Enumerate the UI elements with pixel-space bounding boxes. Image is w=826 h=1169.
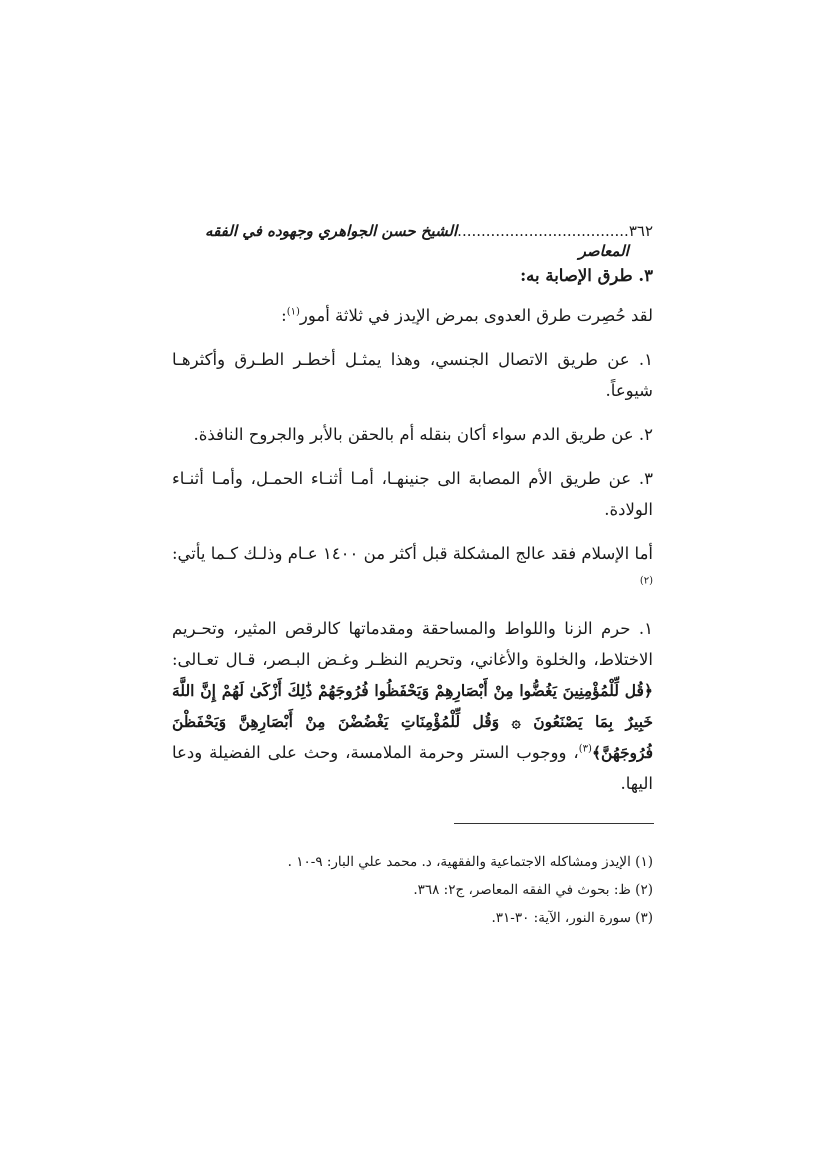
footnote-ref-2: (٢) <box>639 575 653 587</box>
islam-paragraph <box>172 538 653 600</box>
point-one-end: ، ووجوب الستر وحرمة الملامسة، وحث على الفضيلة ودعا اليها. <box>172 743 653 793</box>
point-one-start: ١. حرم الزنا واللواط والمساحقة ومقدماتها كالرقص المثير، وتحـريم الاختلاط، والخلوة والأغاني، وتحريم النظـر وغـض البـصر، قـال تعـالى: <box>172 619 653 669</box>
intro-colon: : <box>281 306 287 325</box>
list-item: ٢. عن طريق الدم سواء أكان بنقله أم بالحقن بالأبر والجروح النافذة. <box>193 425 653 444</box>
header-dots: .................................... <box>457 222 629 240</box>
intro-text: لقد حُصِرت طرق العدوى بمرض الإيدز في ثلاثة أمور <box>299 306 653 325</box>
section-heading: ٣. طرق الإصابة به: <box>520 266 653 285</box>
footnote-divider <box>454 823 654 824</box>
islam-text: أما الإسلام فقد عالج المشكلة قبل أكثر من ١٤٠٠ عـام وذلـك كـما يأتي: <box>172 544 653 563</box>
footnote-item: (٣) سورة النور، الآية: ٣٠-٣١. <box>491 910 653 926</box>
running-title: الشيخ حسن الجواهري وجهوده في الفقه المعاصر <box>205 222 629 260</box>
footnote-ref-3: (٣) <box>578 743 592 755</box>
intro-paragraph <box>172 300 653 331</box>
page-number: ٣٦٢ <box>628 222 653 240</box>
running-header-text <box>172 221 629 261</box>
running-header <box>172 221 653 261</box>
quran-verse: ﴿قُل لِّلْمُؤْمِنِينَ يَغُضُّوا مِنْ أَبْصَارِهِمْ وَيَحْفَظُوا فُرُوجَهُمْ ذَٰلِكَ أَزْكَىٰ لَهُمْ إِنَّ اللَّهَ خَبِيرٌ بِمَا يَصْنَعُونَ ۞ وَقُل لِّلْمُؤْمِنَاتِ يَغْضُضْنَ مِنْ أَبْصَارِهِنَّ وَيَحْفَظْنَ فُرُوجَهُنَّ﴾ <box>172 681 653 762</box>
footnote-ref-1: (١) <box>286 306 300 318</box>
body-text <box>172 260 653 812</box>
point-one-paragraph <box>172 613 653 799</box>
list-item: ٣. عن طريق الأم المصابة الى جنينهـا، أمـا أثنـاء الحمـل، وأمـا أثنـاء الولادة. <box>172 469 653 519</box>
footnote-item: (١) الإيدز ومشاكله الاجتماعية والفقهية، د. محمد علي البار: ٩-١٠ . <box>287 854 653 870</box>
footnote-item: (٢) ظ: بحوث في الفقه المعاصر، ج٢: ٣٦٨. <box>413 882 653 898</box>
footnotes <box>172 848 653 932</box>
list-item: ١. عن طريق الاتصال الجنسي، وهذا يمثـل أخطـر الطـرق وأكثرهـا شيوعاً. <box>172 350 653 400</box>
